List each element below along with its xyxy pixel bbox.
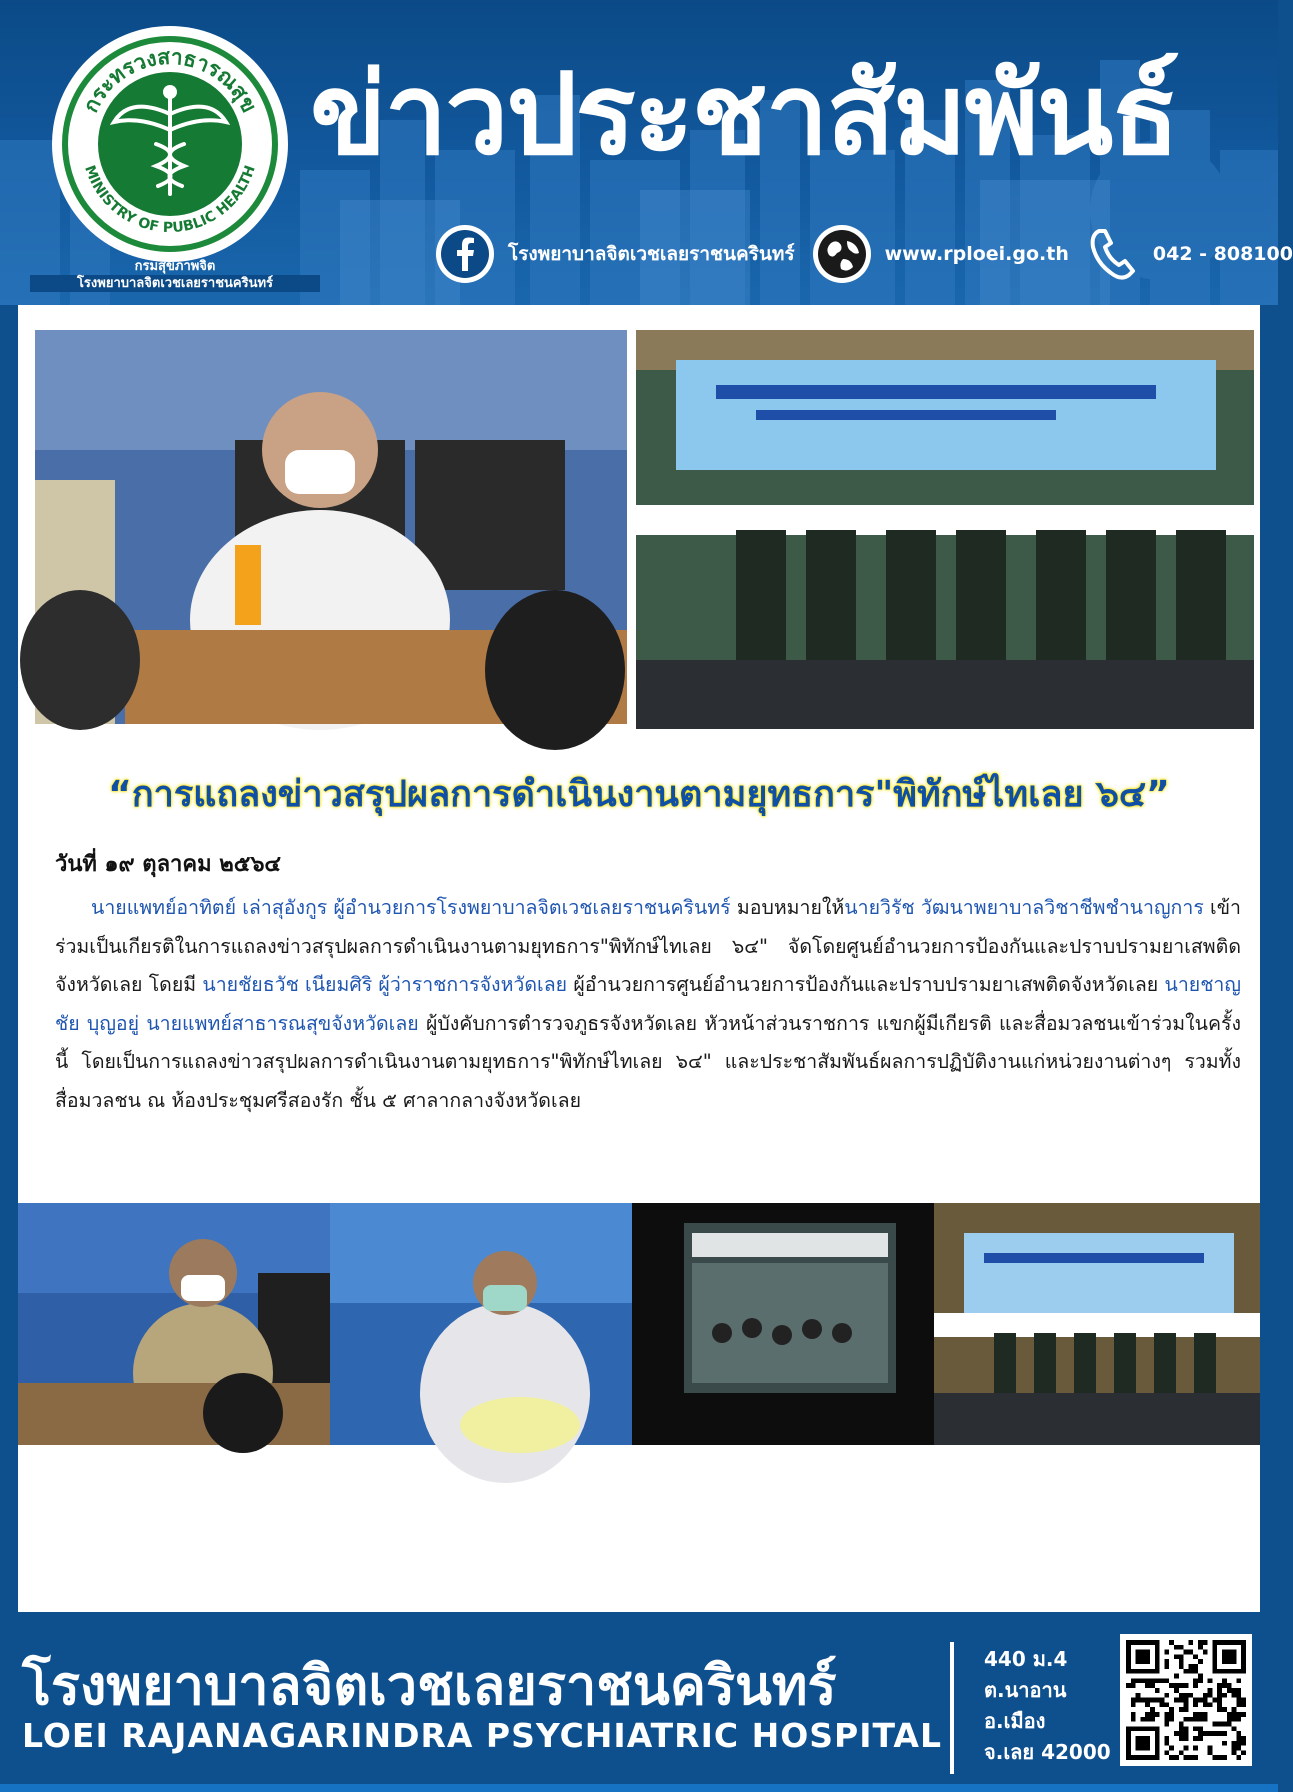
facebook-page-name[interactable]: โรงพยาบาลจิตเวชเลยราชนครินทร์ xyxy=(508,243,795,265)
photo-conference-hall xyxy=(934,1203,1260,1445)
contact-bar xyxy=(436,224,1293,284)
news-date: วันที่ ๑๙ ตุลาคม ๒๕๖๔ xyxy=(55,852,282,877)
address-line-1: 440 ม.4 xyxy=(984,1647,1068,1671)
news-card xyxy=(18,305,1260,1612)
footer-divider xyxy=(950,1642,954,1774)
page-header xyxy=(0,0,1293,305)
globe-icon xyxy=(813,225,871,283)
address-line-4: จ.เลย 42000 xyxy=(984,1740,1111,1764)
website-link[interactable]: www.rploei.go.th xyxy=(884,243,1069,265)
hospital-name-small: โรงพยาบาลจิตเวชเลยราชนครินทร์ xyxy=(30,275,320,292)
address-line-2: ต.นาอาน xyxy=(984,1678,1067,1702)
photo-officer-speaking xyxy=(35,330,627,724)
news-body xyxy=(55,889,1241,1121)
address-line-3: อ.เมือง xyxy=(984,1709,1046,1733)
svg-text:MINISTRY OF PUBLIC HEALTH: MINISTRY OF PUBLIC HEALTH xyxy=(81,163,259,237)
footer-hospital-name-thai: โรงพยาบาลจิตเวชเลยราชนครินทร์ xyxy=(22,1654,837,1717)
governor-name: นายชัยธวัช เนียมศิริ ผู้ว่าราชการจังหวัดเลย xyxy=(202,973,568,997)
phone-icon xyxy=(1087,225,1139,283)
director-name: นายแพทย์อาทิตย์ เล่าสุอังกูร ผู้อำนวยการโรงพยาบาลจิตเวชเลยราชนครินทร์ xyxy=(91,896,731,919)
page-title: ข่าวประชาสัมพันธ์ xyxy=(310,50,1178,180)
body-segment-3: ผู้อำนวยการศูนย์อำนวยการป้องกันและปราบปรามยาเสพติดจังหวัดเลย xyxy=(567,973,1165,997)
logo-caption xyxy=(30,258,320,292)
nurse-name: นายวิรัช วัฒนาพยาบาลวิชาชีพชำนาญการ xyxy=(844,896,1204,919)
photo-projection-screen xyxy=(632,1203,934,1445)
photo-seated-official xyxy=(18,1203,330,1445)
caduceus-icon xyxy=(52,26,288,262)
footer-address xyxy=(984,1644,1111,1768)
page-footer xyxy=(0,1612,1278,1792)
health-officer-name: นายชาญชัย บุญอยู่ นายแพทย์สาธารณสุขจังหวัดเลย xyxy=(55,973,1241,1035)
body-segment-4: ผู้บังคับการตำรวจภูธรจังหวัดเลย หัวหน้าส่วนราชการ แขกผู้มีเกียรติ และสื่อมวลชนเข้าร่วมในครั้งนี้ โดยเป็นการแถลงข่าวสรุปผลการดำเนินงานตามยุทธการ"พิทักษ์ไทเลย ๖๔" และประชาสัมพันธ์ผลการปฏิบัติงานแก่หน่วยงานต่างๆ รวมทั้งสื่อมวลชน ณ ห้องประชุมศรีสองรัก ชั้น ๕ ศาลากลางจังหวัดเลย xyxy=(55,1011,1241,1112)
facebook-icon[interactable] xyxy=(436,225,494,283)
body-segment-1: มอบหมายให้ xyxy=(730,896,845,919)
qr-code-icon[interactable] xyxy=(1120,1634,1252,1766)
phone-number[interactable]: 042 - 808100 xyxy=(1152,243,1293,265)
footer-hospital-name-english: LOEI RAJANAGARINDRA PSYCHIATRIC HOSPITAL xyxy=(22,1716,942,1755)
ministry-logo xyxy=(52,26,288,262)
bottom-accent-strip xyxy=(0,1784,1278,1792)
body-segment-2: เข้าร่วมเป็นเกียรติในการแถลงข่าวสรุปผลการดำเนินงานตามยุทธการ"พิทักษ์ไทเลย ๖๔" จัดโดยศูนย์อำนวยการป้องกันและปราบปรามยาเสพติดจังหวัดเลย โดยมี xyxy=(55,896,1241,997)
news-headline: “การแถลงข่าวสรุปผลการดำเนินงานตามยุทธการ"พิทักษ์ไทเลย ๖๔” xyxy=(108,774,1170,815)
photo-press-conference-group xyxy=(636,330,1254,729)
svg-text:กระทรวงสาธารณสุข: กระทรวงสาธารณสุข xyxy=(78,44,262,117)
department-name: กรมสุขภาพจิต xyxy=(134,259,216,274)
photo-standing-speaker xyxy=(330,1203,632,1445)
